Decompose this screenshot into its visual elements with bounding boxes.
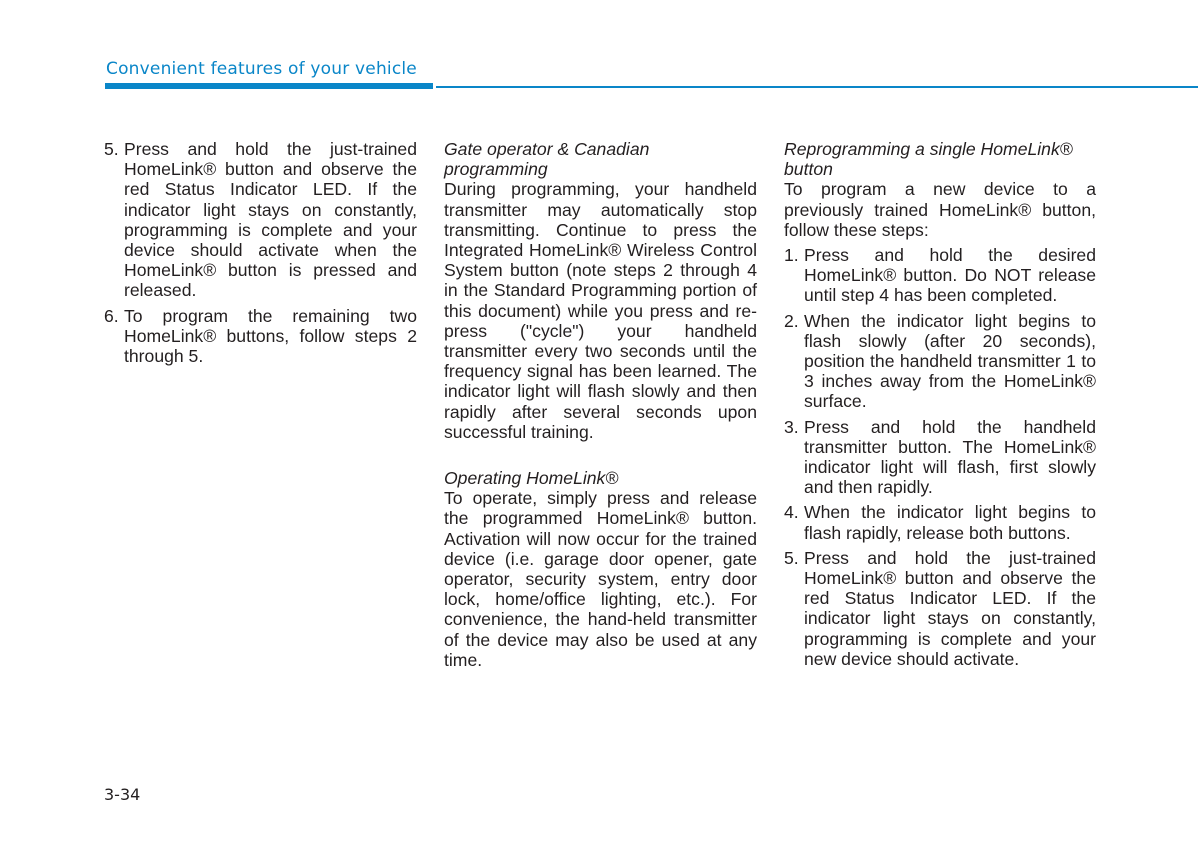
- list-item: [104, 139, 417, 301]
- gate-operator-heading: Gate operator & Canadian programming: [444, 139, 650, 180]
- header-rule: [436, 86, 1198, 88]
- list-item-number: 5.: [104, 139, 119, 159]
- list-item-text: Press and hold the handheld transmitter button. The HomeLink® indicator light will flash, first slowly and then rapidly.: [804, 416, 1096, 498]
- list-item-text: Press and hold the desired HomeLink® button. Do NOT release until step 4 has been completed.: [804, 245, 1096, 306]
- list-item-text: When the indicator light begins to flash slowly (after 20 seconds), position the handheld transmitter 1 to 3 inches away from the HomeLink® surface.: [804, 310, 1096, 412]
- section-title: Convenient features of your vehicle: [106, 59, 417, 79]
- operating-homelink-paragraph: To operate, simply press and release the programmed HomeLink® button. Activation will now occur for the trained device (i.e. garage door opener, gate operator, security system, entry door lock, home/office lighting, etc.). For convenience, the hand-held transmitter of the device may also be used at any time.: [444, 488, 757, 670]
- list-item: [104, 306, 417, 367]
- list-item-text: Press and hold the just-trained HomeLink® button and observe the red Status Indicator LED. If the indicator light stays on constantly, programming is complete and your new device should activate.: [804, 547, 1096, 669]
- reprogramming-heading: Reprogramming a single HomeLink® button: [784, 139, 1073, 180]
- reprogramming-intro: To program a new device to a previously trained HomeLink® button, follow these steps:: [784, 179, 1096, 240]
- list-item-number: 6.: [104, 305, 119, 326]
- header-accent-bar: [105, 83, 433, 89]
- list-item: [784, 417, 1096, 498]
- operating-homelink-heading: Operating HomeLink®: [444, 468, 619, 489]
- column-right: [784, 139, 1096, 674]
- column-middle: [444, 139, 757, 670]
- list-item-number: 5.: [784, 547, 799, 568]
- list-item-text: Press and hold the just-trained HomeLink® button and observe the red Status Indicator LED. If the indicator light stays on constantly, programming is complete and your device should activate when the HomeLink® button is pressed and released.: [124, 139, 417, 301]
- list-item-number: 3.: [784, 416, 799, 437]
- list-item-text: To program the remaining two HomeLink® buttons, follow steps 2 through 5.: [124, 305, 417, 367]
- list-item: [784, 548, 1096, 669]
- column-left: [104, 139, 417, 371]
- list-item: [784, 311, 1096, 412]
- list-item-number: 2.: [784, 310, 799, 331]
- list-item-text: When the indicator light begins to flash rapidly, release both buttons.: [804, 502, 1096, 543]
- list-item-number: 4.: [784, 502, 799, 523]
- list-item: [784, 245, 1096, 306]
- list-item-number: 1.: [784, 245, 799, 266]
- gate-operator-paragraph: During programming, your handheld transmitter may automatically stop transmitting. Continue to press the Integrated HomeLink® Wireless Control System button (note steps 2 through 4 in the Standard Programming portion of this document) while you press and re-press ("cycle") your handheld transmitter every two seconds until the frequency signal has been learned. The indicator light will flash slowly and then rapidly after several seconds upon successful training.: [444, 179, 757, 442]
- page-number: 3-34: [104, 785, 141, 804]
- list-item: [784, 502, 1096, 542]
